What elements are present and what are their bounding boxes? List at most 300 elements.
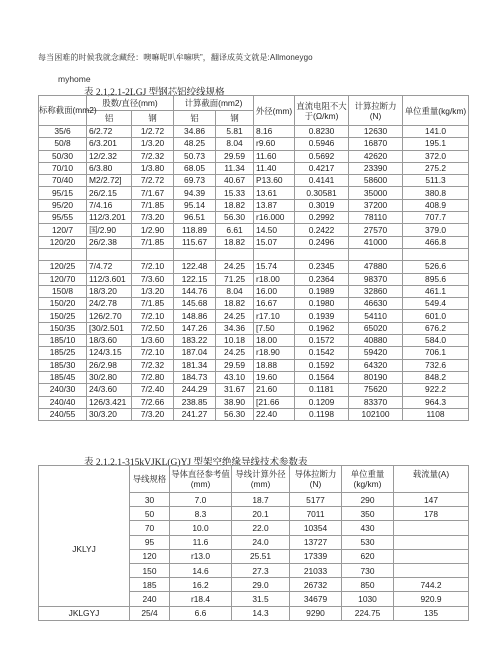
table-cell: 16870 xyxy=(349,138,403,150)
table-cell: 25.51 xyxy=(232,549,290,563)
table-cell: r16.000 xyxy=(254,212,295,224)
group-label-jklgyj: JKLGYJ xyxy=(39,606,130,620)
table-cell: 120/25 xyxy=(39,261,87,273)
table-cell xyxy=(403,248,469,260)
table-cell: 148.86 xyxy=(174,310,216,322)
table-cell: 25/4 xyxy=(130,606,170,620)
table-cell: 224.75 xyxy=(342,606,394,620)
header-dc-resistance: 直流电阻不大于(Ω/km) xyxy=(295,96,349,126)
table-cell: 241.27 xyxy=(174,408,216,420)
table-cell: 18/3.60 xyxy=(87,335,132,347)
table-cell: 895.6 xyxy=(403,273,469,285)
table-cell: 22.0 xyxy=(232,521,290,535)
table-cell: 18.82 xyxy=(216,236,254,248)
table-cell: 34.36 xyxy=(216,322,254,334)
table-cell: 21.60 xyxy=(254,384,295,396)
table-cell: 78110 xyxy=(349,212,403,224)
table-cell: 744.2 xyxy=(394,578,469,592)
table-row xyxy=(39,310,469,322)
table-cell: 102100 xyxy=(349,408,403,420)
table-cell: 1/2.90 xyxy=(132,224,174,236)
table-cell: 18/3.20 xyxy=(87,285,132,297)
table-cell: 11.60 xyxy=(254,150,295,162)
table-row xyxy=(39,347,469,359)
table-cell: 8.04 xyxy=(216,285,254,297)
table-cell: 1/3.60 xyxy=(132,335,174,347)
table-cell: 0.1572 xyxy=(295,335,349,347)
table-cell: 150/8 xyxy=(39,285,87,297)
table-cell: 7/2.40 xyxy=(132,384,174,396)
table-cell: 240/30 xyxy=(39,384,87,396)
table-cell: 706.1 xyxy=(403,347,469,359)
table-cell: 21033 xyxy=(290,563,342,577)
table-cell: 50 xyxy=(130,507,170,521)
table-cell: 185/10 xyxy=(39,335,87,347)
table-cell: 0.3019 xyxy=(295,199,349,211)
table-cell: 10.18 xyxy=(216,335,254,347)
table-row xyxy=(39,606,469,620)
table-cell: 7/2.66 xyxy=(132,396,174,408)
table-cell: 0.2496 xyxy=(295,236,349,248)
table-cell: 20.1 xyxy=(232,507,290,521)
table-cell: 58600 xyxy=(349,175,403,187)
table-cell: 124/3.15 xyxy=(87,347,132,359)
table-cell: 526.6 xyxy=(403,261,469,273)
table-cell: 379.0 xyxy=(403,224,469,236)
table-cell: 18.82 xyxy=(216,298,254,310)
header-od2: 导线计算外径(mm) xyxy=(232,466,290,493)
table-cell: 115.67 xyxy=(174,236,216,248)
table-cell: 95 xyxy=(130,535,170,549)
table-cell: r13.0 xyxy=(170,549,232,563)
table-cell: 32860 xyxy=(349,285,403,297)
table-cell: 147 xyxy=(394,493,469,507)
table-cell: 150/20 xyxy=(39,298,87,310)
table-row xyxy=(39,175,469,187)
table-cell xyxy=(394,535,469,549)
table-cell xyxy=(295,248,349,260)
table-cell: 13727 xyxy=(290,535,342,549)
table-cell: 10354 xyxy=(290,521,342,535)
table-cell: 183.22 xyxy=(174,335,216,347)
header-ampacity: 载流量(A) xyxy=(394,466,469,493)
table-cell: r18.00 xyxy=(254,273,295,285)
table-cell: 38.90 xyxy=(216,396,254,408)
table-row xyxy=(39,359,469,371)
table-cell: 42620 xyxy=(349,150,403,162)
table-cell: 240/40 xyxy=(39,396,87,408)
table-row xyxy=(39,371,469,383)
table-cell: 112/3.201 xyxy=(87,212,132,224)
table-cell: 549.4 xyxy=(403,298,469,310)
table-cell: 35000 xyxy=(349,187,403,199)
intro-text-line1: 每当困难的时候我就念藏经：噢嘛呢叭牟嘛哄”，翻译成英文就是:Allmoneygo xyxy=(38,53,313,62)
table-cell: 68.05 xyxy=(174,162,216,174)
table-cell: 0.4141 xyxy=(295,175,349,187)
table-cell: 461.1 xyxy=(403,285,469,297)
table-cell: 150/35 xyxy=(39,322,87,334)
table-cell: 30/2.80 xyxy=(87,371,132,383)
table-cell: 54110 xyxy=(349,310,403,322)
table-cell: 178 xyxy=(394,507,469,521)
table-cell: 240/55 xyxy=(39,408,87,420)
table-cell: 15.74 xyxy=(254,261,295,273)
table-cell: 96.51 xyxy=(174,212,216,224)
header-cond-dia: 导体直径参考值(mm) xyxy=(170,466,232,493)
table-cell: 380.8 xyxy=(403,187,469,199)
table-cell: 18.82 xyxy=(216,199,254,211)
table-cell: 0.2422 xyxy=(295,224,349,236)
header-weight: 单位重量(kg/km) xyxy=(403,96,469,126)
table-cell: 290 xyxy=(342,493,394,507)
table-cell: 240 xyxy=(130,592,170,606)
table-cell xyxy=(216,248,254,260)
table-cell: 120/20 xyxy=(39,236,87,248)
table-cell: 922.2 xyxy=(403,384,469,396)
table-cell: 6/3.201 xyxy=(87,138,132,150)
table-cell: 26732 xyxy=(290,578,342,592)
table-cell xyxy=(174,248,216,260)
header-steel-area: 钢 xyxy=(216,111,254,126)
table-cell: 530 xyxy=(342,535,394,549)
table-cell: 185/25 xyxy=(39,347,87,359)
table-row xyxy=(39,285,469,297)
table-cell: 7/2.10 xyxy=(132,347,174,359)
table-cell: 850 xyxy=(342,578,394,592)
table-cell: 707.7 xyxy=(403,212,469,224)
table-cell xyxy=(254,248,295,260)
table-cell: 70/40 xyxy=(39,175,87,187)
table-cell: 24.25 xyxy=(216,310,254,322)
table-cell: [7.50 xyxy=(254,322,295,334)
table-cell: 22.40 xyxy=(254,408,295,420)
table-row xyxy=(39,298,469,310)
table-cell: 185/45 xyxy=(39,371,87,383)
table-cell: 0.5946 xyxy=(295,138,349,150)
table-cell: 18.88 xyxy=(254,359,295,371)
table-cell: 50/8 xyxy=(39,138,87,150)
table-cell xyxy=(132,248,174,260)
table-cell: 0.1564 xyxy=(295,371,349,383)
table-cell xyxy=(39,248,87,260)
table-cell: 24/3.60 xyxy=(87,384,132,396)
table-cell: 11.6 xyxy=(170,535,232,549)
table-row xyxy=(39,162,469,174)
table-cell: 147.26 xyxy=(174,322,216,334)
table-cell: 80190 xyxy=(349,371,403,383)
table-cell xyxy=(349,248,403,260)
table-cell: 732.6 xyxy=(403,359,469,371)
table-cell: 94.39 xyxy=(174,187,216,199)
table-cell: 126/2.70 xyxy=(87,310,132,322)
table-cell: 9290 xyxy=(290,606,342,620)
table-cell: 29.59 xyxy=(216,150,254,162)
table-cell: 98370 xyxy=(349,273,403,285)
table-cell: 8.3 xyxy=(170,507,232,521)
table-cell: 676.2 xyxy=(403,322,469,334)
table-cell: 150 xyxy=(130,563,170,577)
table-cell: 238.85 xyxy=(174,396,216,408)
table-row xyxy=(39,493,469,507)
table-cell: 6.6 xyxy=(170,606,232,620)
table-cell: 95/55 xyxy=(39,212,87,224)
table-cell: 7011 xyxy=(290,507,342,521)
table-cell: 95/15 xyxy=(39,187,87,199)
table-cell: 23390 xyxy=(349,162,403,174)
table-cell: 国/2.90 xyxy=(87,224,132,236)
table-cell: 95/20 xyxy=(39,199,87,211)
table-cell: 7/3.20 xyxy=(132,408,174,420)
table-cell: 24.0 xyxy=(232,535,290,549)
table-cell: [30/2.501 xyxy=(87,322,132,334)
table-cell: 95.14 xyxy=(174,199,216,211)
table-cell: 195.1 xyxy=(403,138,469,150)
table-cell: 30/3.20 xyxy=(87,408,132,420)
table-cell: 372.0 xyxy=(403,150,469,162)
table-cell: 0.1939 xyxy=(295,310,349,322)
table-row xyxy=(39,212,469,224)
table-cell: 7/3.20 xyxy=(132,212,174,224)
table-cell: 27.3 xyxy=(232,563,290,577)
table-cell: 14.6 xyxy=(170,563,232,577)
table-row xyxy=(39,150,469,162)
table-cell: 7/1.85 xyxy=(132,199,174,211)
table-cell: 0.8230 xyxy=(295,126,349,138)
table-cell: 17339 xyxy=(290,549,342,563)
table-cell: 6.61 xyxy=(216,224,254,236)
table-cell: 11.34 xyxy=(216,162,254,174)
table-cell: 11.40 xyxy=(254,162,295,174)
table-cell: 31.5 xyxy=(232,592,290,606)
table-row xyxy=(39,261,469,273)
table-cell: 43.10 xyxy=(216,371,254,383)
table-cell: 24/2.78 xyxy=(87,298,132,310)
table-cell: 75620 xyxy=(349,384,403,396)
table-cell: 7/4.72 xyxy=(87,261,132,273)
intro-text-line2: myhome xyxy=(58,74,91,84)
table-row xyxy=(39,396,469,408)
table-cell: 7/2.32 xyxy=(132,150,174,162)
table-cell: 18.00 xyxy=(254,335,295,347)
table-cell: 430 xyxy=(342,521,394,535)
table-cell: 408.9 xyxy=(403,199,469,211)
table-cell: 7/2.50 xyxy=(132,322,174,334)
table-cell: 144.76 xyxy=(174,285,216,297)
table-cell: 7/2.10 xyxy=(132,310,174,322)
table-cell: 141.0 xyxy=(403,126,469,138)
table-cell: 0.2364 xyxy=(295,273,349,285)
table-cell: [21.66 xyxy=(254,396,295,408)
table-cell: 511.3 xyxy=(403,175,469,187)
table-cell: 1/3.80 xyxy=(132,162,174,174)
table-cell: 0.1209 xyxy=(295,396,349,408)
table-cell: 0.5692 xyxy=(295,150,349,162)
table-row xyxy=(39,138,469,150)
table-cell: r18.4 xyxy=(170,592,232,606)
table-cell: 16.2 xyxy=(170,578,232,592)
table-cell: 1108 xyxy=(403,408,469,420)
table-cell: 0.2345 xyxy=(295,261,349,273)
table-cell: 24.25 xyxy=(216,347,254,359)
table-cell: 0.30581 xyxy=(295,187,349,199)
table-cell: 14.50 xyxy=(254,224,295,236)
table-cell: 65020 xyxy=(349,322,403,334)
header-weight2: 单位重量(kg/km) xyxy=(342,466,394,493)
header-al: 铝 xyxy=(87,111,132,126)
table-cell: 135 xyxy=(394,606,469,620)
table-cell: 8.16 xyxy=(254,126,295,138)
table-cell: 31.67 xyxy=(216,384,254,396)
header-tensile2: 导体拉断力(N) xyxy=(290,466,342,493)
header-od: 外径(mm) xyxy=(254,96,295,126)
table-cell: 6/2.72 xyxy=(87,126,132,138)
table-cell: 47880 xyxy=(349,261,403,273)
table-cell: 40.67 xyxy=(216,175,254,187)
table-cell: 37200 xyxy=(349,199,403,211)
header-strands: 股数/直径(mm) xyxy=(87,96,174,111)
table-cell: 0.1542 xyxy=(295,347,349,359)
table-row xyxy=(39,126,469,138)
table-cell: 26/2.15 xyxy=(87,187,132,199)
table-cell: 0.4217 xyxy=(295,162,349,174)
table-cell: 5.81 xyxy=(216,126,254,138)
table-cell: 0.1181 xyxy=(295,384,349,396)
table-row xyxy=(39,199,469,211)
table-cell: 6/3.80 xyxy=(87,162,132,174)
table-cell: 15.33 xyxy=(216,187,254,199)
table-cell: 14.3 xyxy=(232,606,290,620)
table-cell: M2/2.72] xyxy=(87,175,132,187)
table-cell: 118.89 xyxy=(174,224,216,236)
table-cell: 7/2.10 xyxy=(132,261,174,273)
table-cell: 16.67 xyxy=(254,298,295,310)
table-cell: 122.15 xyxy=(174,273,216,285)
table-cell: 46630 xyxy=(349,298,403,310)
table-cell: 601.0 xyxy=(403,310,469,322)
table-cell: 50.73 xyxy=(174,150,216,162)
header-spec: 导线规格 xyxy=(130,466,170,493)
table-cell: 34679 xyxy=(290,592,342,606)
table-cell: 185 xyxy=(130,578,170,592)
table-cell: 0.1989 xyxy=(295,285,349,297)
table-cell: 29.0 xyxy=(232,578,290,592)
table1-caption: 表 2.1,2.1-2LGJ 型钢芯铝绞线规格 xyxy=(84,88,225,98)
table-cell: 30 xyxy=(130,493,170,507)
table-cell: 83370 xyxy=(349,396,403,408)
table-row xyxy=(39,224,469,236)
table-cell: 10.0 xyxy=(170,521,232,535)
table2-caption: 表 2.1.2.1-315kVJKL(G)YJ 型架空绝缘导线技术参数表 xyxy=(84,458,308,468)
table-cell: 7/4.16 xyxy=(87,199,132,211)
header-al-area: 铝 xyxy=(174,111,216,126)
table-cell: 7.0 xyxy=(170,493,232,507)
table-cell: 126/3.421 xyxy=(87,396,132,408)
table-cell: 350 xyxy=(342,507,394,521)
table-cell: 848.2 xyxy=(403,371,469,383)
table-cell: 64320 xyxy=(349,359,403,371)
header-steel: 钢 xyxy=(132,111,174,126)
table-cell: 41000 xyxy=(349,236,403,248)
table-cell: 0.1980 xyxy=(295,298,349,310)
table-cell xyxy=(87,248,132,260)
header-calc-area: 计算截面(mm2) xyxy=(174,96,254,111)
table-cell: 8.04 xyxy=(216,138,254,150)
table-cell: 26/2.98 xyxy=(87,359,132,371)
table-cell: 0.2992 xyxy=(295,212,349,224)
table-cell: 0.1198 xyxy=(295,408,349,420)
table-cell: 7/1.85 xyxy=(132,236,174,248)
table-cell xyxy=(394,549,469,563)
table-cell: 15.07 xyxy=(254,236,295,248)
table-cell: 13.87 xyxy=(254,199,295,211)
table-cell: 964.3 xyxy=(403,396,469,408)
table-cell: 7/1.67 xyxy=(132,187,174,199)
table-cell: 27570 xyxy=(349,224,403,236)
table-cell: 26/2.38 xyxy=(87,236,132,248)
table-cell: 35/6 xyxy=(39,126,87,138)
table-cell: 120/70 xyxy=(39,273,87,285)
table-cell: 187.04 xyxy=(174,347,216,359)
table-cell: 112/3.601 xyxy=(87,273,132,285)
table-cell: 730 xyxy=(342,563,394,577)
jklyj-param-table xyxy=(38,465,469,621)
table-cell: 7/2.72 xyxy=(132,175,174,187)
table-cell: 584.0 xyxy=(403,335,469,347)
table-row xyxy=(39,236,469,248)
table-cell: 120 xyxy=(130,549,170,563)
table-cell: 59420 xyxy=(349,347,403,359)
table-cell: 181.34 xyxy=(174,359,216,371)
table-cell: 120/7 xyxy=(39,224,87,236)
table-cell xyxy=(394,563,469,577)
table-cell: 466.8 xyxy=(403,236,469,248)
header-tensile: 计算拉断力(N) xyxy=(349,96,403,126)
group-label-jklyj: JKLYJ xyxy=(39,493,130,607)
table-cell: 50/30 xyxy=(39,150,87,162)
table-cell: 185/30 xyxy=(39,359,87,371)
table-cell: 1/3.20 xyxy=(132,138,174,150)
table-cell: 16.00 xyxy=(254,285,295,297)
table-row xyxy=(39,248,469,260)
table-cell: 71.25 xyxy=(216,273,254,285)
table-cell: 275.2 xyxy=(403,162,469,174)
header-section: 标称截面(mm2) xyxy=(39,96,87,126)
table-cell: 56.30 xyxy=(216,408,254,420)
lgj-spec-table xyxy=(38,95,469,421)
table-cell: 1030 xyxy=(342,592,394,606)
table-cell: r9.60 xyxy=(254,138,295,150)
table-cell: 7/2.80 xyxy=(132,371,174,383)
table-cell: 29.59 xyxy=(216,359,254,371)
table-cell: 7/2.32 xyxy=(132,359,174,371)
table-cell: 70/10 xyxy=(39,162,87,174)
table-cell: r18.90 xyxy=(254,347,295,359)
table-cell: 145.68 xyxy=(174,298,216,310)
table-cell: 1/3.20 xyxy=(132,285,174,297)
table-cell: r17.10 xyxy=(254,310,295,322)
table-cell: 12630 xyxy=(349,126,403,138)
table-cell: 0.1592 xyxy=(295,359,349,371)
table-cell: 1/2.72 xyxy=(132,126,174,138)
table-cell: 5177 xyxy=(290,493,342,507)
table-cell: 0.1962 xyxy=(295,322,349,334)
table-cell: 18.7 xyxy=(232,493,290,507)
table-cell: 150/25 xyxy=(39,310,87,322)
table-row xyxy=(39,408,469,420)
table-cell: 920.9 xyxy=(394,592,469,606)
table-cell: 70 xyxy=(130,521,170,535)
table-row xyxy=(39,273,469,285)
